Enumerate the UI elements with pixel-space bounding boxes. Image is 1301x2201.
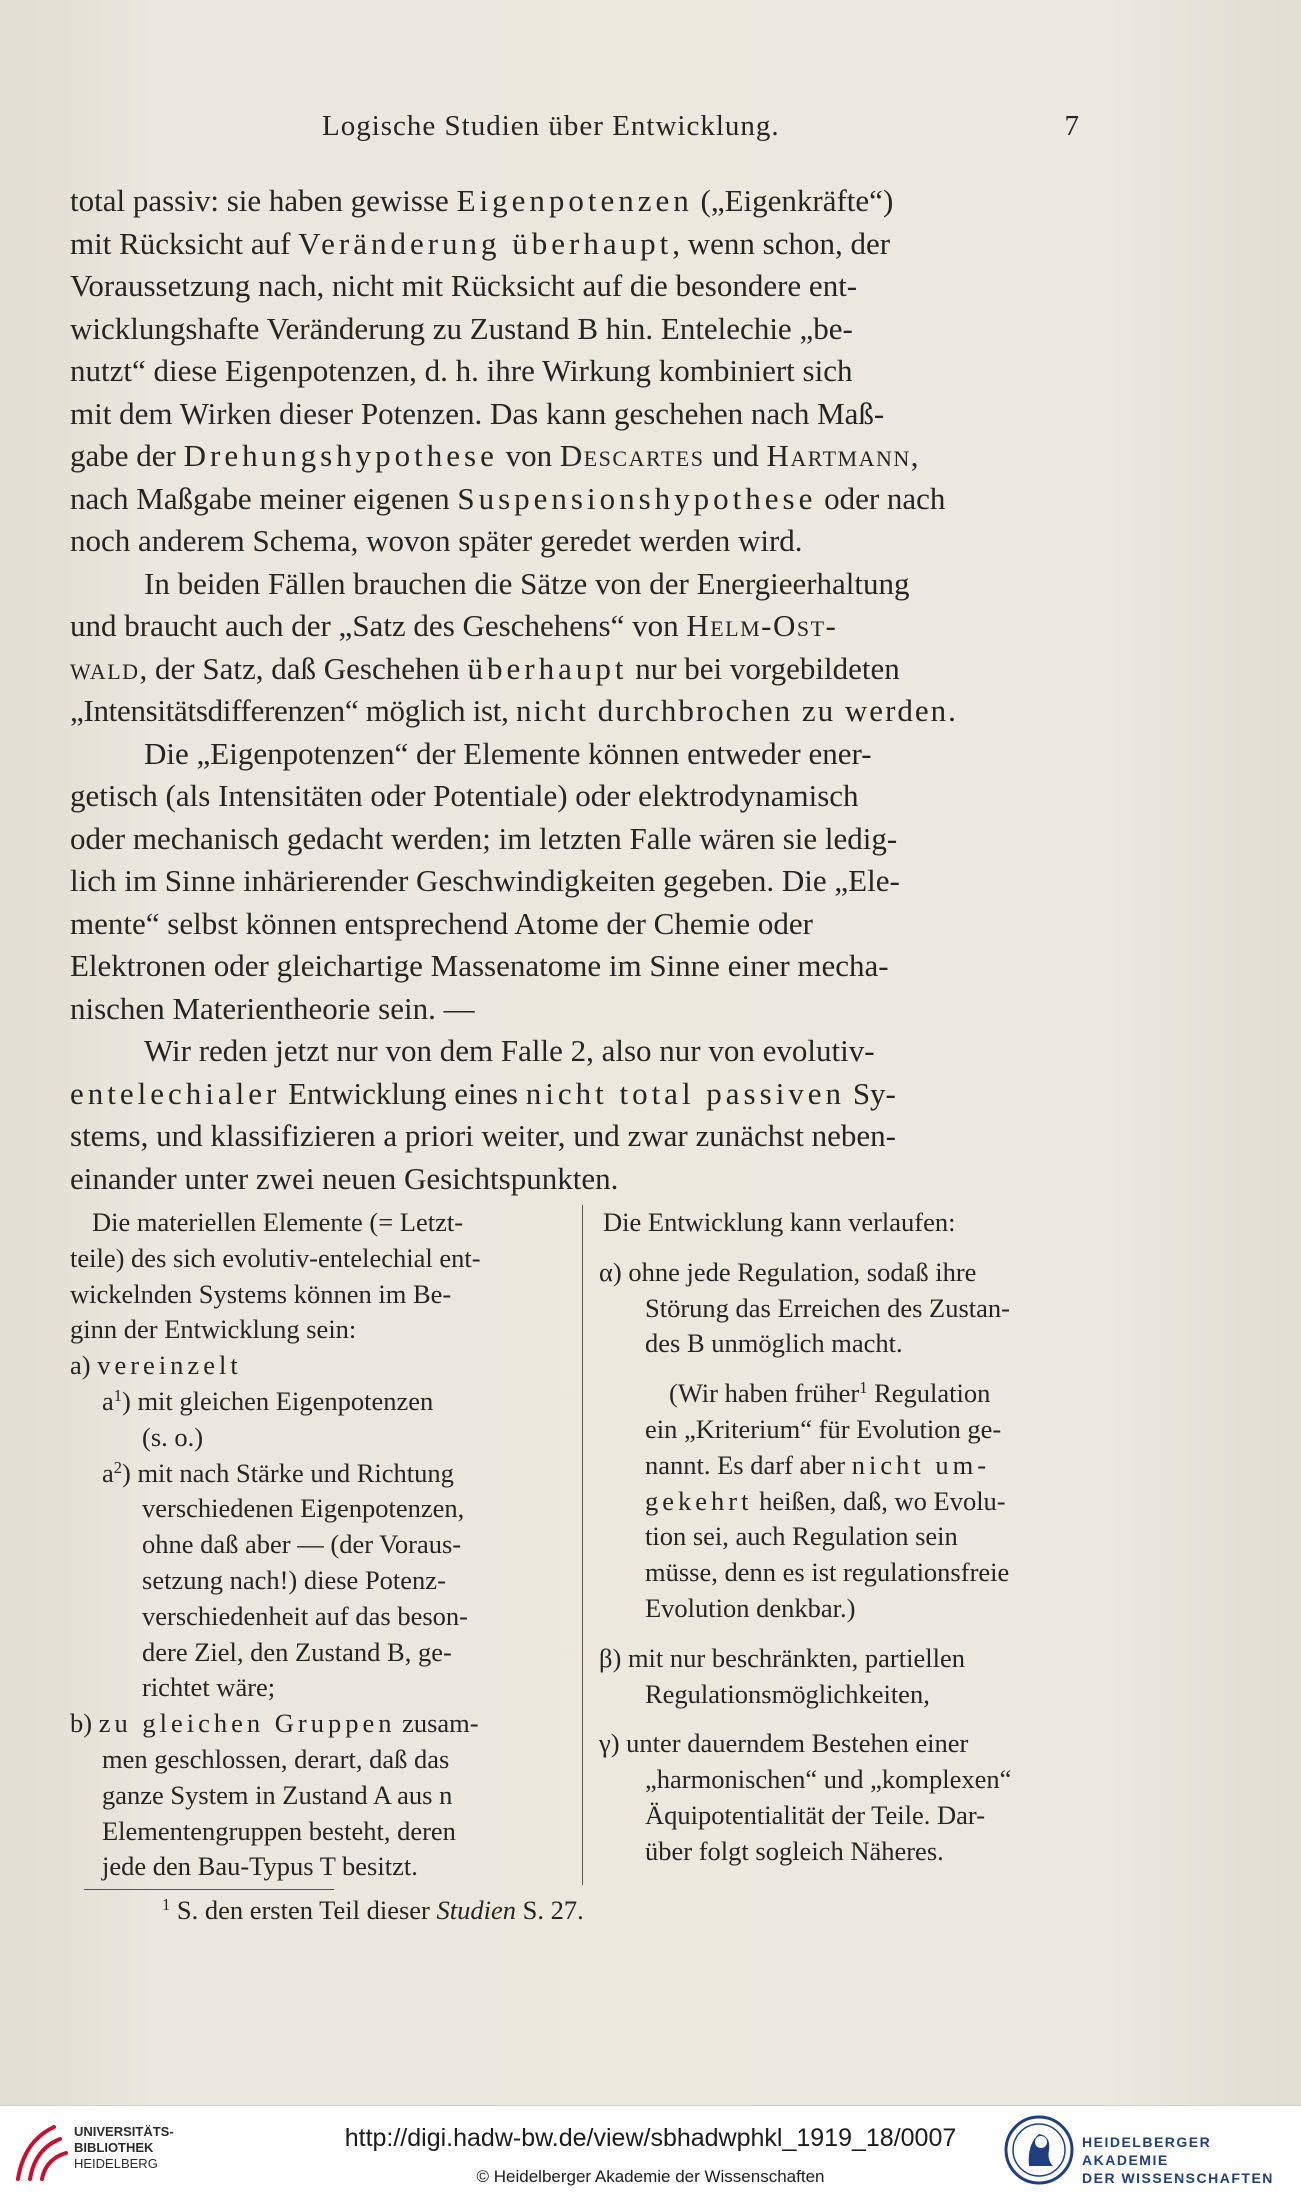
text-line: stems, und klassifizieren a priori weiter, und zwar zunächst neben-	[70, 1118, 896, 1153]
text-line: gabe der Drehungshypothese von Descartes und Hartmann,	[70, 438, 919, 473]
column-divider	[582, 1205, 583, 1885]
text-line: müsse, denn es ist regulationsfreie	[645, 1557, 1010, 1588]
left-column	[70, 1205, 567, 1885]
university-library-label: UNIVERSITÄTS- BIBLIOTHEK HEIDELBERG	[74, 2124, 174, 2171]
paragraph-3	[70, 733, 1084, 1031]
text-line: getisch (als Intensitäten oder Potentiale) oder elektrodynamisch	[70, 778, 859, 813]
text-line: nannt. Es darf aber nicht um-	[645, 1449, 991, 1480]
text-line: Äquipotentialität der Teile. Dar-	[645, 1799, 986, 1830]
item-a2: $a^2$) mit nach Stärke und Richtung	[102, 1457, 454, 1488]
item-b: b) zu gleichen Gruppen zusam-	[70, 1708, 479, 1739]
text-line: richtet wäre;	[142, 1672, 276, 1703]
item-alpha: α) ohne jede Regulation, sodaß ihre	[599, 1256, 977, 1287]
paragraph-4	[70, 1030, 1084, 1200]
text-line: mit Rücksicht auf Veränderung überhaupt, wenn schon, der	[70, 225, 891, 261]
text-line: und braucht auch der „Satz des Geschehens“ von Helm-Ost-	[70, 608, 838, 643]
text-line: ein „Kriterium“ für Evolution ge-	[645, 1413, 1002, 1444]
academy-label: HEIDELBERGER AKADEMIE DER WISSENSCHAFTEN	[1082, 2134, 1274, 2186]
source-url-link[interactable]: http://digi.hadw-bw.de/view/sbhadwphkl_1919_18/0007	[344, 2124, 957, 2152]
text-line: wicklungshafte Veränderung zu Zustand B hin. Entelechie „be-	[70, 310, 853, 346]
text-line: Die materiellen Elemente (= Letzt-	[92, 1207, 464, 1237]
text-line: „Intensitätsdifferenzen“ möglich ist, nicht durchbrochen zu werden.	[70, 693, 958, 728]
paragraph-1	[70, 180, 1084, 563]
academy-seal-icon[interactable]	[1003, 2114, 1075, 2186]
text-line: nischen Materientheorie sein. —	[70, 990, 475, 1026]
text-line: wald, der Satz, daß Geschehen überhaupt nur bei vorgebildeten	[70, 650, 900, 686]
right-column	[599, 1205, 1100, 1870]
item-beta: β) mit nur beschränkten, partiellen	[599, 1642, 965, 1673]
text-line: mit dem Wirken dieser Potenzen. Das kann geschehen nach Maß-	[70, 395, 885, 431]
text-line: Wir reden jetzt nur von dem Falle 2, also nur von evolutiv-	[144, 1033, 875, 1068]
text-line: Elementengruppen besteht, deren	[102, 1815, 456, 1846]
text-line: Elektronen oder gleichartige Massenatome im Sinne einer mecha-	[70, 948, 889, 983]
text-line: verschiedenheit auf das beson-	[142, 1600, 468, 1631]
text-line: tion sei, auch Regulation sein	[645, 1521, 958, 1552]
page-number: 7	[1064, 110, 1080, 142]
footnote: $^1$ S. den ersten Teil dieser Studien S. 27.	[162, 1894, 584, 1925]
item-gamma: γ) unter dauerndem Bestehen einer	[599, 1728, 969, 1759]
text-line: setzung nach!) diese Potenz-	[142, 1564, 446, 1595]
note-line: (Wir haben früher$^1$ Regulation	[669, 1378, 991, 1409]
text-line: ganze System in Zustand A aus n	[102, 1779, 453, 1810]
text-line: Voraussetzung nach, nicht mit Rücksicht auf die besondere ent-	[70, 268, 858, 303]
text-line: men geschlossen, derart, daß das	[102, 1743, 450, 1774]
text-line: lich im Sinne inhärierender Geschwindigkeiten gegeben. Die „Ele-	[70, 863, 900, 898]
text-line: mente“ selbst können entsprechend Atome der Chemie oder	[70, 905, 813, 941]
text-line: Die Entwicklung kann verlaufen:	[603, 1207, 956, 1237]
text-line: In beiden Fällen brauchen die Sätze von der Energieerhaltung	[144, 565, 910, 601]
text-line: noch anderem Schema, wovon später geredet werden wird.	[70, 523, 803, 558]
text-line: (s. o.)	[142, 1421, 204, 1452]
text-line: Regulationsmöglichkeiten,	[645, 1678, 930, 1709]
footnote-rule	[84, 1889, 334, 1890]
text-line: Die „Eigenpotenzen“ der Elemente können entweder ener-	[144, 735, 872, 771]
two-column-classification	[70, 1205, 1100, 1887]
paragraph-2	[70, 563, 1084, 733]
text-line: ginn der Entwicklung sein:	[70, 1314, 357, 1345]
running-header	[70, 106, 1080, 146]
text-line: Evolution denkbar.)	[645, 1592, 856, 1623]
text-line: nutzt“ diese Eigenpotenzen, d. h. ihre Wirkung kombiniert sich	[70, 353, 853, 388]
text-line: oder mechanisch gedacht werden; im letzten Falle wären sie ledig-	[70, 820, 898, 856]
text-line: total passiv: sie haben gewisse Eigenpotenzen („Eigenkräfte“)	[70, 183, 894, 218]
text-line: verschiedenen Eigenpotenzen,	[142, 1493, 465, 1524]
text-line: teile) des sich evolutiv-entelechial ent-	[70, 1242, 481, 1273]
text-line: ohne daß aber — (der Voraus-	[142, 1529, 462, 1560]
text-line: einander unter zwei neuen Gesichtspunkten.	[70, 1160, 619, 1196]
main-text	[70, 180, 1084, 1200]
running-title: Logische Studien über Entwicklung.	[322, 110, 780, 142]
text-line: Störung das Erreichen des Zustan-	[645, 1292, 1011, 1323]
item-a1: $a^1$) mit gleichen Eigenpotenzen	[102, 1385, 434, 1416]
text-line: gekehrt heißen, daß, wo Evolu-	[645, 1485, 1006, 1516]
text-line: wickelnden Systems können im Be-	[70, 1278, 452, 1309]
copyright-text: © Heidelberger Akademie der Wissenschaften	[476, 2167, 825, 2186]
digitization-footer	[0, 2105, 1301, 2201]
text-line: dere Ziel, den Zustand B, ge-	[142, 1636, 452, 1667]
text-line: jede den Bau-Typus T besitzt.	[102, 1851, 418, 1882]
text-line: nach Maßgabe meiner eigenen Suspensionshypothese oder nach	[70, 480, 946, 516]
text-line: über folgt sogleich Näheres.	[645, 1835, 944, 1866]
text-line: entelechialer Entwicklung eines nicht total passiven Sy-	[70, 1075, 896, 1111]
text-line: des B unmöglich macht.	[645, 1328, 903, 1359]
item-a: a) vereinzelt	[70, 1350, 242, 1381]
text-line: „harmonischen“ und „komplexen“	[645, 1764, 1012, 1795]
